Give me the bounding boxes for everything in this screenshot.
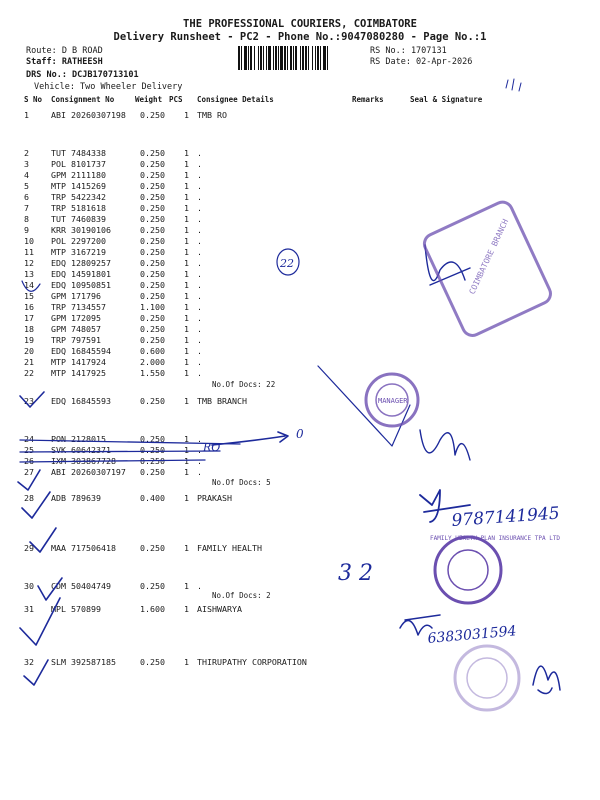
- arrow-icon: [212, 432, 288, 445]
- cell-consignee: .: [197, 258, 202, 268]
- stamp-text: COIMBATORE BRANCH: [467, 217, 511, 296]
- cell-consignment: TRP 5181618: [51, 203, 106, 213]
- cell-weight: 0.250: [140, 434, 165, 444]
- cell-pcs: 1: [184, 110, 189, 120]
- drs-number: DRS No.: DCJB170713101: [26, 70, 139, 80]
- cell-consignee: .: [197, 456, 202, 466]
- handwritten-ro: RO: [203, 441, 221, 454]
- cell-consignee: .: [197, 159, 202, 169]
- col-weight: Weight: [135, 95, 163, 104]
- cell-sno: 8: [24, 214, 29, 224]
- cell-pcs: 1: [184, 258, 189, 268]
- handwritten-phone: 9787141945: [450, 503, 561, 531]
- cell-weight: 0.250: [140, 203, 165, 213]
- cell-consignment: GPM 748057: [51, 324, 101, 334]
- cell-consignee: .: [197, 434, 202, 444]
- cell-weight: 0.250: [140, 269, 165, 279]
- cell-pcs: 1: [184, 657, 189, 667]
- cell-pcs: 1: [184, 280, 189, 290]
- cell-weight: 0.250: [140, 456, 165, 466]
- cell-weight: 0.250: [140, 214, 165, 224]
- check-mark: [22, 281, 40, 291]
- handwritten-count: 3 2: [338, 561, 373, 586]
- cell-pcs: 1: [184, 493, 189, 503]
- cell-consignee: .: [197, 313, 202, 323]
- cell-sno: 24: [24, 434, 34, 444]
- cell-pcs: 1: [184, 302, 189, 312]
- cell-weight: 0.250: [140, 657, 165, 667]
- docs-count: No.Of Docs: 5: [212, 478, 271, 487]
- cell-sno: 20: [24, 346, 34, 356]
- cell-consignee: .: [197, 467, 202, 477]
- cell-weight: 0.250: [140, 192, 165, 202]
- cell-weight: 0.250: [140, 148, 165, 158]
- cell-pcs: 1: [184, 581, 189, 591]
- cell-weight: 0.600: [140, 346, 165, 356]
- cell-consignee: .: [197, 170, 202, 180]
- cell-weight: 2.000: [140, 357, 165, 367]
- cell-consignee: .: [197, 445, 202, 455]
- cell-consignee: .: [197, 280, 202, 290]
- cell-weight: 0.250: [140, 467, 165, 477]
- cell-consignee: TMB RO: [197, 110, 227, 120]
- cell-consignment: ABI 20260307197: [51, 467, 126, 477]
- cell-consignment: EDQ 12809257: [51, 258, 111, 268]
- cell-sno: 19: [24, 335, 34, 345]
- cell-consignee: .: [197, 346, 202, 356]
- cell-sno: 29: [24, 543, 34, 553]
- docs-count: No.Of Docs: 2: [212, 591, 271, 600]
- check-mark: [38, 578, 62, 600]
- cell-pcs: 1: [184, 170, 189, 180]
- runsheet-subtitle: Delivery Runsheet - PC2 - Phone No.:9047080280 - Page No.:1: [113, 31, 487, 43]
- cell-weight: 0.250: [140, 543, 165, 553]
- cell-consignment: POL 2297200: [51, 236, 106, 246]
- cell-consignee: THIRUPATHY CORPORATION: [197, 657, 307, 667]
- cell-sno: 1: [24, 110, 29, 120]
- cell-consignment: EDQ 16845593: [51, 396, 111, 406]
- cell-weight: 0.250: [140, 280, 165, 290]
- cell-consignment: TUT 7484338: [51, 148, 106, 158]
- stamp: [430, 535, 560, 603]
- cell-pcs: 1: [184, 181, 189, 191]
- cell-weight: 0.250: [140, 445, 165, 455]
- cell-consignment: ABI 20260307198: [51, 110, 126, 120]
- cell-pcs: 1: [184, 467, 189, 477]
- cell-pcs: 1: [184, 335, 189, 345]
- check-mark: [20, 598, 60, 645]
- cell-sno: 9: [24, 225, 29, 235]
- cell-consignment: TRP 5422342: [51, 192, 106, 202]
- cell-weight: 0.250: [140, 225, 165, 235]
- cell-weight: 0.250: [140, 313, 165, 323]
- cell-consignee: .: [197, 269, 202, 279]
- cell-pcs: 1: [184, 148, 189, 158]
- cell-weight: 0.250: [140, 581, 165, 591]
- check-mark: [20, 392, 44, 407]
- cell-consignment: GPM 172095: [51, 313, 101, 323]
- cell-consignment: SLM 392587185: [51, 657, 116, 667]
- check-mark: [22, 492, 50, 518]
- cell-consignment: MPL 570899: [51, 604, 101, 614]
- cell-consignment: SVK 60642371: [51, 445, 111, 455]
- cell-sno: 5: [24, 181, 29, 191]
- cell-consignee: .: [197, 291, 202, 301]
- cell-consignment: TUT 7460839: [51, 214, 106, 224]
- circled-number-text: 22: [280, 257, 294, 270]
- cell-pcs: 1: [184, 324, 189, 334]
- cell-consignee: .: [197, 368, 202, 378]
- cell-pcs: 1: [184, 236, 189, 246]
- signature: [420, 430, 470, 460]
- cell-consignee: .: [197, 581, 202, 591]
- cell-consignment: MTP 3167219: [51, 247, 106, 257]
- stamp: [455, 646, 519, 710]
- cell-weight: 0.250: [140, 291, 165, 301]
- cell-consignee: .: [197, 203, 202, 213]
- cell-sno: 22: [24, 368, 34, 378]
- cell-consignee: .: [197, 236, 202, 246]
- check-mark: [18, 470, 40, 490]
- staff-label: Staff: RATHEESH: [26, 57, 103, 67]
- cell-consignee: .: [197, 324, 202, 334]
- cell-consignment: EDQ 10950851: [51, 280, 111, 290]
- cell-consignment: MTP 1415269: [51, 181, 106, 191]
- diagonal-line: [318, 366, 410, 446]
- cell-consignee: .: [197, 225, 202, 235]
- cell-consignment: GPM 2111180: [51, 170, 106, 180]
- cell-weight: 0.250: [140, 170, 165, 180]
- cell-pcs: 1: [184, 543, 189, 553]
- cell-sno: 16: [24, 302, 34, 312]
- route-label: Route: D B ROAD: [26, 46, 103, 56]
- cell-consignment: MAA 717506418: [51, 543, 116, 553]
- cell-sno: 2: [24, 148, 29, 158]
- cell-weight: 0.250: [140, 181, 165, 191]
- col-sno: S No: [24, 95, 43, 104]
- cell-consignee: .: [197, 357, 202, 367]
- cell-weight: 0.250: [140, 335, 165, 345]
- vehicle-label: Vehicle: Two Wheeler Delivery: [34, 82, 183, 92]
- handwritten-phone: 6383031594: [426, 623, 518, 647]
- cell-sno: 14: [24, 280, 34, 290]
- cell-consignee: TMB BRANCH: [197, 396, 247, 406]
- cell-pcs: 1: [184, 159, 189, 169]
- col-remarks: Remarks: [352, 95, 384, 104]
- cell-consignment: KRR 30190106: [51, 225, 111, 235]
- cell-sno: 28: [24, 493, 34, 503]
- cell-weight: 1.550: [140, 368, 165, 378]
- cell-pcs: 1: [184, 456, 189, 466]
- cell-sno: 26: [24, 456, 34, 466]
- cell-consignment: MTP 1417924: [51, 357, 106, 367]
- stamp-text: MANAGER: [378, 397, 408, 405]
- cell-sno: 4: [24, 170, 29, 180]
- cell-pcs: 1: [184, 357, 189, 367]
- col-pcs: PCS: [169, 95, 183, 104]
- cell-sno: 30: [24, 581, 34, 591]
- rs-date: RS Date: 02-Apr-2026: [370, 57, 473, 67]
- cell-pcs: 1: [184, 434, 189, 444]
- cell-consignee: .: [197, 335, 202, 345]
- cell-consignment: ADB 789639: [51, 493, 101, 503]
- cell-consignment: POL 8101737: [51, 159, 106, 169]
- cell-pcs: 1: [184, 604, 189, 614]
- cell-weight: 0.250: [140, 159, 165, 169]
- cell-weight: 1.100: [140, 302, 165, 312]
- cell-sno: 18: [24, 324, 34, 334]
- cell-pcs: 1: [184, 368, 189, 378]
- cell-sno: 23: [24, 396, 34, 406]
- cell-pcs: 1: [184, 291, 189, 301]
- cell-consignment: TRP 797591: [51, 335, 101, 345]
- col-seal-signature: Seal & Signature: [410, 95, 483, 104]
- cell-weight: 1.600: [140, 604, 165, 614]
- cell-consignee: .: [197, 214, 202, 224]
- cell-weight: 0.250: [140, 110, 165, 120]
- cell-sno: 27: [24, 467, 34, 477]
- cell-consignment: TRP 7134557: [51, 302, 106, 312]
- cell-consignment: CDM 50404749: [51, 581, 111, 591]
- docs-count: No.Of Docs: 22: [212, 380, 276, 389]
- signature: [533, 666, 560, 693]
- cell-consignee: .: [197, 181, 202, 191]
- cell-consignment: EDQ 14591801: [51, 269, 111, 279]
- cell-consignment: GPM 171796: [51, 291, 101, 301]
- cell-consignment: MTP 1417925: [51, 368, 106, 378]
- cell-consignee: .: [197, 247, 202, 257]
- cell-sno: 11: [24, 247, 34, 257]
- cell-sno: 12: [24, 258, 34, 268]
- cell-pcs: 1: [184, 214, 189, 224]
- cell-consignment: EDQ 16845594: [51, 346, 111, 356]
- cell-consignee: .: [197, 148, 202, 158]
- cell-consignee: PRAKASH: [197, 493, 232, 503]
- cell-consignment: IXM 303867728: [51, 456, 116, 466]
- cell-pcs: 1: [184, 346, 189, 356]
- cell-sno: 25: [24, 445, 34, 455]
- cell-pcs: 1: [184, 203, 189, 213]
- cell-sno: 10: [24, 236, 34, 246]
- cell-sno: 17: [24, 313, 34, 323]
- cell-weight: 0.250: [140, 247, 165, 257]
- check-mark: [24, 660, 48, 685]
- cell-sno: 6: [24, 192, 29, 202]
- handwritten-zero: 0: [296, 427, 304, 441]
- cell-consignee: .: [197, 192, 202, 202]
- cell-sno: 32: [24, 657, 34, 667]
- cell-weight: 0.250: [140, 396, 165, 406]
- cell-pcs: 1: [184, 445, 189, 455]
- stamp: [366, 374, 418, 426]
- cell-weight: 0.250: [140, 236, 165, 246]
- col-consignee: Consignee Details: [197, 95, 274, 104]
- cell-pcs: 1: [184, 269, 189, 279]
- cell-pcs: 1: [184, 396, 189, 406]
- cell-pcs: 1: [184, 225, 189, 235]
- cell-sno: 7: [24, 203, 29, 213]
- cell-sno: 31: [24, 604, 34, 614]
- cell-weight: 0.400: [140, 493, 165, 503]
- cell-consignee: FAMILY HEALTH: [197, 543, 262, 553]
- cell-pcs: 1: [184, 313, 189, 323]
- rs-number: RS No.: 1707131: [370, 46, 447, 56]
- cell-sno: 21: [24, 357, 34, 367]
- cell-sno: 3: [24, 159, 29, 169]
- cell-consignee: AISHWARYA: [197, 604, 242, 614]
- cell-weight: 0.250: [140, 258, 165, 268]
- cell-pcs: 1: [184, 192, 189, 202]
- check-mark: [30, 528, 56, 552]
- stamp-text: FAMILY HEALTH PLAN INSURANCE TPA LTD: [430, 535, 561, 542]
- cell-sno: 15: [24, 291, 34, 301]
- cell-sno: 13: [24, 269, 34, 279]
- cell-consignee: .: [197, 302, 202, 312]
- cell-weight: 0.250: [140, 324, 165, 334]
- col-consignment: Consignment No: [51, 95, 115, 104]
- cell-consignment: PON 2128015: [51, 434, 106, 444]
- header-marks: [506, 79, 521, 91]
- runsheet-title: THE PROFESSIONAL COURIERS, COIMBATORE: [183, 18, 417, 30]
- cell-pcs: 1: [184, 247, 189, 257]
